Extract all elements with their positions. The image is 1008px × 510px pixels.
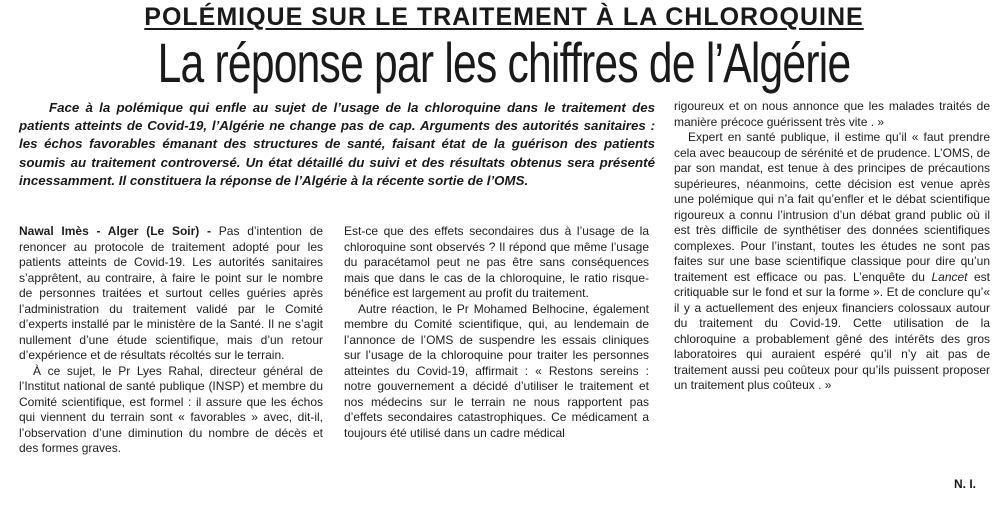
article-headline: La réponse par les chiffres de l’Algérie (157, 31, 851, 94)
article-kicker: POLÉMIQUE SUR LE TRAITEMENT À LA CHLOROQUINE (144, 3, 864, 31)
article-column-3 (674, 99, 990, 394)
column-3-paragraph-2 (674, 130, 990, 394)
column-3-paragraph-2-end: est critiquable sur le fond et sur la forme ». Et de conclure qu’« il y a actuellement des enjeux financiers colossaux autour du traitement du Covid-19. Cette utilisation de la chloroquine a probablement gêné des intérêts des gros laboratoires qui auraient espéré qu’il n’y ait pas de traitement aussi peu coûteux pour qu’ils puissent proposer un traitement plus coûteux . » (674, 269, 991, 392)
lancet-reference: Lancet (931, 269, 968, 284)
column-2-paragraph-2: Autre réaction, le Pr Mohamed Belhocine, également membre du Comité scientifique, qui, au lendemain de l’annonce de l’OMS de suspendre les essais cliniques sur l’usage de la chloroquine pour traiter les personnes atteintes du Covid-19, affirmait : « Restons sereins : notre gouvernement a décidé d’utiliser le traitement et nos médecins sur le terrain ne nous rapportent pas d’effets secondaires catastrophiques. Ce médicament a toujours été utilisé dans un cadre médical (344, 301, 649, 440)
column-1-paragraph-1 (19, 224, 323, 364)
column-3-paragraph-2-text: Expert en santé publique, il estime qu’il « faut prendre cela avec beaucoup de sérénité et de prudence. L’OMS, de par son mandat, est tenue à des principes de précautions supérieures, néanmoins, cette décision est venue après une polémique qui n’a fait qu’enfler et le débat scientifique rigoureux a connu l’intrusion d’un débat grand public où il est très difficile de synthétiser des données scientifiques complexes. Pour l’instant, toutes les études ne sont pas faites sur une base scientifique classique pour dire qu’un traitement est efficace ou pas. L’enquête du (674, 130, 990, 284)
column-1-paragraph-1-text: Pas d’intention de renoncer au protocole de traitement adopté pour les patients atteints de Covid-19. Les autorités sanitaires s’apprêtent, au contraire, à faire le point sur le nombre de personnes traitées et surtout celles guéries après l’administration du traitement validé par le Comité d’experts installé par le ministère de la Santé. Il ne s’agit nullement d’une étude scientifique, mais d’un retour d’expérience et de résultats récoltés sur le terrain. (19, 224, 323, 362)
author-signature: N. I. (953, 477, 976, 491)
column-2-paragraph-1: Est-ce que des effets secondaires dus à l’usage de la chloroquine sont observés ? Il répond que même l’usage du paracétamol peut ne pas être sans conséquences mais que dans le cas de la chloroquine, le ratio risque-bénéfice est largement au profit du traitement. (344, 224, 649, 300)
article-column-1 (19, 224, 323, 457)
column-1-paragraph-2: À ce sujet, le Pr Lyes Rahal, directeur général de l’Institut national de santé publique (INSP) et membre du Comité scientifique, est formel : il assure que les échos qui viennent du terrain sont « favorables » avec, dit-il, l’observation d’une diminution du nombre de décès et des formes graves. (19, 363, 323, 455)
article-column-2 (344, 224, 649, 441)
byline: Nawal Imès - Alger (Le Soir) - (19, 224, 212, 238)
column-3-paragraph-1: rigoureux et on nous annonce que les malades traités de manière précoce guérissent très vite . » (674, 99, 990, 129)
article-lead: Face à la polémique qui enfle au sujet de l’usage de la chloroquine dans le traitement des patients atteints de Covid-19, l’Algérie ne change pas de cap. Arguments des autorités sanitaires : les échos favorables émanant des structures de santé, faisant état de la guérison des patients soumis au traitement controversé. Un état détaillé du suivi et des résultats obtenus sera présenté incessamment. Il constituera la réponse de l’Algérie à la récente sortie de l’OMS. (19, 100, 655, 188)
